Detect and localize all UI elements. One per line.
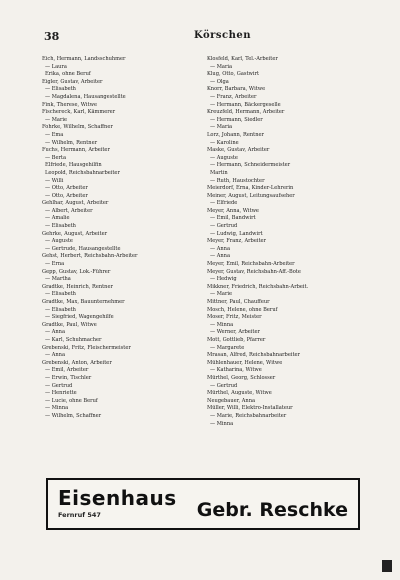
directory-entry: Meyer, Gustav, Reichsbahn-Aff.-Bote — [207, 268, 301, 275]
directory-entry: Mürthel, Auguste, Witwe — [207, 390, 272, 397]
directory-subentry: — Henriette — [45, 390, 77, 397]
directory-subentry: — Anna — [45, 352, 65, 359]
directory-subentry: — Karoline — [210, 139, 239, 146]
directory-subentry: Elfriede, Hausgehilfin — [45, 162, 102, 169]
directory-entry: Eigler, Gustav, Arbeiter — [42, 78, 103, 85]
directory-entry: Meyer, Anna, Witwe — [207, 207, 259, 214]
directory-entry: Meiner, August, Leitungsaufseher — [207, 192, 295, 199]
page-header — [44, 30, 370, 46]
directory-subentry: — Maria — [210, 124, 233, 131]
directory-subentry: — Laura — [45, 63, 67, 70]
directory-subentry: — Marie, Reichsbahnarbeiter — [210, 412, 287, 419]
page-edge-mark — [382, 560, 392, 572]
directory-subentry: — Anna — [210, 253, 230, 260]
directory-subentry: — Magdalena, Hausangestellte — [45, 93, 126, 100]
directory-subentry: — Berta — [45, 154, 66, 161]
directory-subentry: — Ludwig, Landwirt — [210, 230, 263, 237]
directory-subentry: — Franz, Arbeiter — [210, 93, 257, 100]
directory-entry: Mrasan, Alfred, Reichsbahnarbeiter — [207, 352, 300, 359]
advertisement-box — [46, 478, 360, 530]
directory-entry: Mürthel, Georg, Schlosser — [207, 374, 276, 381]
running-head: Körschen — [194, 30, 252, 41]
left-column — [42, 56, 199, 464]
directory-entry: Fohrke, Wilhelm, Schaffner — [42, 124, 113, 131]
directory-subentry: — Lucie, ohne Beruf — [45, 397, 98, 404]
directory-subentry: — Erna — [45, 261, 65, 268]
directory-subentry: — Karl, Schuhmacher — [45, 336, 102, 343]
directory-subentry: — Katharina, Witwe — [210, 367, 262, 374]
directory-subentry: — Elisabeth — [45, 223, 76, 230]
directory-entry: Gradtke, Max, Bauunternehmer — [42, 299, 125, 305]
directory-entry: Mosch, Helene, ohne Beruf — [207, 306, 278, 313]
directory-entry: Gehlhar, August, Arbeiter — [42, 200, 109, 207]
directory-subentry: — Martha — [45, 276, 71, 283]
directory-entry: Gradtke, Paul, Witwe — [42, 321, 97, 328]
directory-entry: Grebenski, Fritz, Fleischermeister — [42, 344, 131, 351]
directory-subentry: — Siegfried, Wagengehilfe — [45, 314, 114, 321]
directory-subentry: — Elisabeth — [45, 291, 76, 298]
directory-subentry: — Elisabeth — [45, 306, 76, 313]
directory-subentry: Martin — [210, 169, 228, 176]
directory-subentry: — Minna — [210, 321, 234, 328]
directory-subentry: — Hermann, Siedler — [210, 116, 263, 123]
directory-subentry: — Minna — [210, 420, 234, 427]
directory-subentry: — Gertrud — [210, 382, 238, 389]
directory-subentry: Erika, ohne Beruf — [45, 71, 91, 78]
directory-subentry: — Hermann, Schneidermeister — [210, 162, 291, 169]
page-number: 38 — [44, 30, 60, 43]
directory-subentry: — Marie — [210, 291, 233, 298]
directory-subentry: — Minna — [45, 405, 69, 412]
directory-subentry: — Hermann, Bäckergeselle — [210, 101, 281, 108]
directory-subentry: — Albert, Arbeiter — [45, 207, 93, 214]
directory-entry: Fink, Therese, Witwe — [42, 101, 97, 108]
directory-subentry: — Emil, Bandwirt — [210, 215, 256, 222]
directory-subentry: — Maria — [210, 63, 233, 70]
directory-entry: Gehst, Herbert, Reichsbahn-Arbeiter — [42, 253, 138, 260]
directory-subentry: — Otto, Arbeiter — [45, 192, 88, 199]
directory-subentry: — Elfriede — [210, 200, 238, 207]
directory-subentry: — Anna — [45, 329, 65, 336]
directory-entry: Gehrke, August, Arbeiter — [42, 230, 108, 237]
directory-entry: Moser, Fritz, Meister — [207, 314, 262, 321]
advertisement-phone: Fernruf 547 — [58, 511, 101, 519]
directory-subentry: — Wilhelm, Rentner — [45, 139, 98, 146]
directory-subentry: — Willi — [45, 177, 64, 184]
directory-subentry: — Erwin, Tischler — [45, 374, 92, 381]
directory-entry: Fischereck, Karl, Kämmerer — [42, 109, 116, 116]
directory-entry: Mott, Gottlieb, Pfarrer — [207, 336, 266, 343]
directory-entry: Lorz, Johann, Rentner — [207, 131, 264, 138]
directory-entry: Knorr, Barbara, Witwe — [207, 86, 266, 93]
directory-subentry: — Marie — [45, 116, 68, 123]
advertisement-proprietor: Gebr. Reschke — [196, 499, 348, 521]
directory-subentry: Leopold, Reichsbahnarbeiter — [45, 169, 120, 176]
directory-entry: Maske, Gustav, Arbeiter — [207, 147, 270, 154]
directory-subentry: — Olga — [210, 78, 229, 85]
directory-entry: Gepp, Gustav, Lok.-Führer — [42, 268, 111, 275]
directory-entry: Meyer, Emil, Reichsbahn-Arbeiter — [207, 261, 295, 268]
directory-subentry: — Emil, Arbeiter — [45, 367, 89, 374]
directory-subentry: — Margarete — [210, 344, 245, 351]
directory-subentry: — Wilhelm, Schaffner — [45, 412, 102, 419]
directory-subentry: — Gertrud — [210, 223, 238, 230]
directory-entry: Mikkner, Friedrich, Reichsbahn-Arbeit. — [207, 283, 309, 290]
directory-subentry: — Hedwig — [210, 276, 237, 283]
directory-entry: Kreuzfeld, Hermann, Arbeiter — [207, 109, 285, 116]
directory-subentry: — Anna — [210, 245, 230, 252]
directory-subentry: — Ema — [45, 131, 64, 138]
directory-entry: Klug, Otto, Gastwirt — [207, 71, 260, 78]
directory-entry: Meierdorf, Erna, Kinder-Lehrerin — [207, 185, 294, 192]
directory-entry: Grebenski, Anton, Arbeiter — [42, 359, 112, 366]
directory-entry: Eich, Hermann, Landsschuhmer — [42, 56, 126, 62]
directory-entry: Klosfeld, Karl, Tel.-Arbeiter — [207, 56, 278, 62]
directory-entry: Mittner, Paul, Chauffeur — [207, 299, 270, 305]
directory-subentry: — Elisabeth — [45, 86, 76, 93]
directory-entry: Müller, Willi, Elektro-Installateur — [207, 405, 293, 412]
advertisement-company: Eisenhaus — [58, 486, 177, 510]
directory-subentry: — Gertrude, Hausangestellte — [45, 245, 121, 252]
directory-subentry: — Gertrud — [45, 382, 73, 389]
directory-subentry: — Auguste — [45, 238, 73, 245]
directory-entry: Fuchs, Hermann, Arbeiter — [42, 147, 110, 154]
directory-columns — [42, 56, 364, 464]
directory-subentry: — Auguste — [210, 154, 238, 161]
right-column — [207, 56, 364, 464]
directory-entry: Mühlenhauer, Helene, Witwe — [207, 359, 283, 366]
directory-subentry: — Otto, Arbeiter — [45, 185, 88, 192]
advertisement-left — [58, 486, 177, 519]
directory-entry: Neugebauer, Anna — [207, 397, 256, 404]
directory-subentry: — Amalie — [45, 215, 70, 222]
directory-subentry: — Werner, Arbeiter — [210, 329, 260, 336]
directory-subentry: — Ruth, Haustochter — [210, 177, 265, 184]
directory-entry: Gradtke, Heinrich, Rentner — [42, 283, 113, 290]
directory-entry: Meyer, Franz, Arbeiter — [207, 238, 266, 245]
